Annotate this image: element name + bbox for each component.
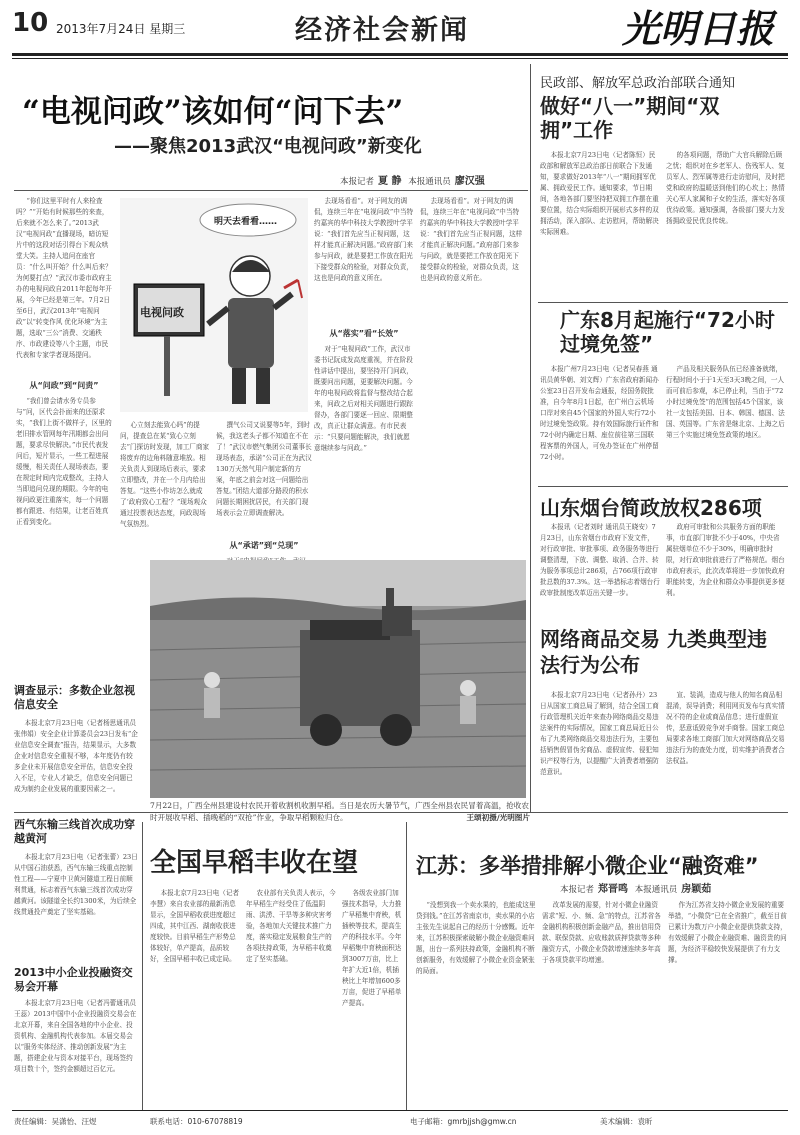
svg-text:电视问政: 电视问政 <box>140 306 184 319</box>
masthead-rule <box>12 53 788 56</box>
lead-col3-text: 心立刻去能致心吗”的提问，提查总在某“致心立刻去”门探访时发现，加工厂商家将废弃的边角料随意堆放。相关负责人到现场后表示，要求立即整改，并在一个月内给出答复。“这些小作坊怎么就成了‘政府致心工程’？”现场观众通过投票表达态度，问政现场气氛热烈。 <box>120 421 210 528</box>
section-rule <box>14 812 788 813</box>
military-col-right: 的各项问题，帮助广大官兵解除后顾之忧；组织对在乡老军人、伤残军人、复员军人、烈军属等进行走访慰问，及时把党和政府的温暖送到他们的心坎上；热情关心军人家属和子女的生活，落实好各项优待政策。通知强调，各级部门要大力发扬拥政爱民优良传统。 <box>666 151 785 225</box>
jiangsu-col1: “没想到我一个卖水果的，也能成这里贷到钱。”在江苏省南京市，卖水果的小店主张先生说起自己的经历十分感慨。近年来，江苏积极探索破解小微企业融资难问题，出台一系列扶持政策，金融机构不断创新服务，有效缓解了小微企业资金紧张的局面。 <box>416 901 536 975</box>
rice-col3: 各级农业部门加强技术指导，大力推广早稻集中育秧，机插秧等技术，提高生产的科技水平。今年早稻集中育秧面积达到3007万亩，比上年扩大近1倍，机插秧比上年增加600多万亩，促进了早稻单产提高。 <box>342 889 402 1007</box>
survey-body: 本报北京7月23日电（记者杨思通讯员张伟娟）安全企业计算委员会23日发布“企业信息安全调查”报告，结果显示，大多数企业对信息安全重视不够，本年度仍有较多企业未开展信息安全评估，信息安全投入不足，专业人才缺乏，信息安全问题已成为制约企业发展的重要因素之一。 <box>14 719 138 793</box>
jiangsu-col3: 作为江苏省支持小微企业发展的重要举措，“小微贷”已在全省推广，截至目前已累计为数万户小微企业提供贷款支持，有效缓解了小微企业融资难、融资贵的问题，为经济平稳较快发展提供了有力支撑。 <box>668 901 787 964</box>
lead-subhead-3: 从“落实”看“长效” <box>329 329 399 338</box>
svg-text:光明日报: 光明日报 <box>622 6 775 50</box>
military-headline: 做好“八一”期间“双拥”工作 <box>540 94 720 142</box>
footer-rule <box>12 1110 788 1111</box>
jiangsu-byline: 本报记者 郑晋鸣 本报通讯员 房颖茹 <box>560 884 712 895</box>
military-rule <box>538 302 788 303</box>
sme-body: 本报北京7月23日电（记者冯蕾通讯员王蕊）2013中国中小企业投融资交易会在北京开幕，来自全国各地的中小企业、投资机构、金融机构代表参加。本届交易会以“服务实体经济、推动创新发展”为主题，搭建企业与资本对接平台，现场签约项目数十个，签约金额超过百亿元。 <box>14 999 137 1073</box>
ecommerce-headline: 网络商品交易 九类典型违法行为公布 <box>540 627 767 677</box>
harvest-photo <box>150 560 526 798</box>
footer-phone: 联系电话：010-67078819 <box>150 1117 243 1126</box>
newspaper-logo <box>618 2 793 50</box>
footer-email: 电子邮箱：gmrbjjsh@gmw.cn <box>410 1117 517 1126</box>
column-divider <box>530 64 531 812</box>
guangdong-rule <box>538 486 788 487</box>
xidong-headline: 西气东输三线首次成功穿越黄河 <box>14 818 135 845</box>
jiangsu-col2: 改革发展的需要，针对小微企业融资需求“短、小、频、急”的特点，江苏省各金融机构积极创新金融产品，推出信用贷款、联保贷款、应收账款质押贷款等多种融资方式，小微企业贷款增速连续多年高于各项贷款平均增速。 <box>542 901 661 964</box>
issue-date: 2013年7月24日 星期三 <box>56 22 186 36</box>
footer-editors: 责任编辑：吴潇怡、汪煜 <box>14 1117 97 1126</box>
sme-headline: 2013中小企业投融资交易会开幕 <box>14 966 133 993</box>
rice-headline: 全国早稻丰收在望 <box>150 848 359 878</box>
cartoon-illustration <box>120 198 308 412</box>
lead-subhead-1: 从“问政”到“问责” <box>29 381 99 390</box>
lead-col1-text: “你们这里平时有人来检查吗？”“开始有时候那些的来查，后来就不怎么来了。”2013武汉“电视问政”直播现场，暗访短片中的这段对话引得台下观众哄堂大笑。主持人追问在座官员：“什么叫开始？什么叫后来？为何要打点？”武汉市委市政府主办的电视问政自2011年起每年开展，今年已经是第三年。7月2日至6日，武汉2013年“电视问政”以“转变作风 优化环境”为主题，选取“三公”消费、交通秩序、市政建设等八个主题，市民代表和专家学者现场提问。 <box>16 197 112 359</box>
guangdong-headline: 广东8月起施行“72小时过境免签” <box>560 308 775 356</box>
lead-col1b-text: “我们曾会请水务专员参与”问，区代会扑面来的还原求实，“我们上街不做样子，区里的老旧排水管网每年汛期都会出问题，要求尽快解决。”市民代表发问后，短片显示，一些工程进展缓慢，相关责任人现场表态，要在规定时间内完成整改，主持人当即追问兑现的期限。今年的电视问政更注重落实，每一个问题都有跟进、有结果，让老百姓真正看到变化。 <box>16 397 112 526</box>
lead-rule <box>14 190 528 191</box>
rice-divider <box>406 822 407 1110</box>
shandong-headline: 山东烟台简政放权286项 <box>540 496 762 520</box>
photo-caption-text: 7月22日，广西全州县建设村农民开着收割机收割早稻。当日是农历大暑节气，广西全州县农民冒着高温，抢收农时开展收早稻、插晚稻的“双抢”作业，争取早稻颗粒归仓。 <box>150 801 529 822</box>
lead-headline: “电视问政”该如何“问下去” <box>22 94 404 130</box>
survey-headline: 调查显示：多数企业忽视信息安全 <box>14 684 135 711</box>
sidebar-divider <box>142 822 143 1110</box>
lead-col5b-text: 对于“电视问政”工作，武汉市委书记阮成发高度重视，并在阶段性讲话中提出，要坚持开门问政，既要问出问题，更要解决问题。今年的电视问政将监督与整改结合起来，问政之后对相关问题进行跟踪督办，各部门要逐一回应、限期整改，真正让群众满意。有市民表示：“只要问题能解决，我们就愿意继续参与问政。” <box>314 345 413 452</box>
guangdong-col-right: 产品及相关服务队伍已经准备就绪，行程时间小于于1天至3天3晚之间，一人而可前后参观，本已停止利，当由于“72小时过境免签”的范围包括45个国家，该社一支包括美国、日本、韩国、德国、法国、英国等。广东省是继北京、上海之后第三个实施过境免签政策的地区。 <box>666 365 785 439</box>
rice-col1: 本报北京7月23日电（记者李慧）来自农业部的最新消息显示，全国早稻收获进度超过四成，其中江西、湖南收获进度较快。目前早稻生产形势总体较好，单产提高，品质较好，全国早稻丰收已成定局。 <box>150 889 240 963</box>
military-col-left: 本报北京7月23日电（记者陈恒）民政部和解放军总政治部日前联合下发通知，要求做好2013年“八一”期间拥军优属、拥政爱民工作。通知要求，节日期间，各地各部门要坚持把双拥工作摆在重要位置，结合实际组织开展形式多样的双拥活动，深入部队、走访慰问，帮助解决实际困难。 <box>540 151 659 236</box>
rice-col2: 农业部有关负责人表示，今年早稻生产经受住了低温阴雨、洪涝、干旱等多种灾害考验，各地加大关键技术推广力度，落实稳定发展粮食生产的各项扶持政策，为早稻丰收奠定了坚实基础。 <box>246 889 336 963</box>
lead-col4-text: 撰气公司又说要等5年，到时候，我这老头子都不知道在不在了！”武汉市燃气集团公司董事长现场表态，承诺“公司正在为武汉130万天然气用户制定新的方案，年底之前会对这一问题给出答复。”团结大道部分路段的积水问题长期困扰居民，有关部门现场表示会立即调查解决。 <box>216 421 312 517</box>
lead-subtitle: ——聚焦2013武汉“电视问政”新变化 <box>114 136 422 157</box>
page-number: 10 <box>12 8 49 38</box>
lead-byline: 本报记者 夏 静 本报通讯员 廖汉强 <box>340 176 485 187</box>
xidong-body: 本报北京7月23日电（记者张蕾）23日从中国石油获悉，西气东输三线重点控制性工程——宁夏中卫黄河隧道工程日前顺利贯通，标志着西气东输三线首次成功穿越黄河。该隧道全长约1300米，为后续全线贯通投产奠定了坚实基础。 <box>14 853 138 916</box>
lead-col6-text: 去现场看看”。对于网友的调侃，连续三年在“电视问政”中当特约嘉宾的华中科技大学教授叶学平说：“我们首先应当正视问题，这样才能真正解决问题。”政府部门来参与问政，就是要把工作放在阳光下接受群众的检验，对群众负责，这也是问政的意义所在。 <box>420 197 523 282</box>
masthead-rule-thin <box>12 58 788 59</box>
section-title: 经济社会新闻 <box>295 15 469 46</box>
footer-art-editor: 美术编辑：袁昕 <box>600 1117 653 1126</box>
lead-col5-text: 去现场看看”。对于网友的调侃，连续三年在“电视问政”中当特约嘉宾的华中科技大学教授叶学平说：“我们首先应当正视问题，这样才能真正解决问题。”政府部门来参与问政，就是要把工作放在阳光下接受群众的检验，对群众负责，这也是问政的意义所在。 <box>314 197 414 282</box>
lead-subhead-2: 从“承诺”到“兑现” <box>229 541 299 550</box>
photo-credit: 王颂初摄/光明图片 <box>466 813 530 822</box>
military-kicker: 民政部、解放军总政治部联合通知 <box>540 76 736 91</box>
jiangsu-headline: 江苏：多举措排解小微企业“融资难” <box>416 854 759 878</box>
shandong-col-left: 本报讯（记者刘时 通讯员王晓安）7月23日，山东省烟台市政府下发文件，对行政审批、审批事项、政务服务等进行调整清理，下放、调整、取消、合并、转为服务事项总计286项，占766项行政审批总数的37.3%。这一举措标志着烟台行政审批制度改革迈出关键一步。 <box>540 523 660 597</box>
ecommerce-col-right: 宣、装满，造成与他人的知名商品相混淆，误导消费；利用网页发布与真实情况不符的企业或商品信息；进行虚假宣传，恶意诋毁竞争对手商誉。国家工商总局要求各地工商部门加大对网络商品交易违法行为的查处力度，切实维护消费者合法权益。 <box>666 691 785 765</box>
shandong-col-right: 政府可审批和公共服务方面的职能事，市直部门审批不少于40%，中央省属驻烟单位不少于30%，明确审批时限，对行政审批前进行了严格规范。烟台市政府表示，此次改革将进一步加快政府职能转变，为企业和群众办事提供更多便利。 <box>666 523 785 597</box>
svg-text:明天去看看……: 明天去看看…… <box>214 217 278 227</box>
ecommerce-col-left: 本报北京7月23日电（记者孙丹）23日从国家工商总局了解到，结合全国工商行政管理机关近年来查办网络商品交易违法案件的实际情况，国家工商总局近日公布了九类网络商品交易违法行为，主要包括销售假冒伪劣商品、虚假宣传、侵犯知识产权等行为，以提醒广大消费者增强防范意识。 <box>540 691 659 776</box>
guangdong-col-left: 本报广州7月23日电（记者吴春燕 通讯员黄华朝、刘文辉）广东省政府新闻办公室23日召开发布会通报，经国务院批准，自今年8月1日起，在广州白云机场口岸对来自45个国家的外国人实行72小时过境免签政策。持有效国际旅行证件和72小时内确定日期、座位前往第三国联程客票的外国人，可免办签证在广州停留72小时。 <box>540 365 659 461</box>
